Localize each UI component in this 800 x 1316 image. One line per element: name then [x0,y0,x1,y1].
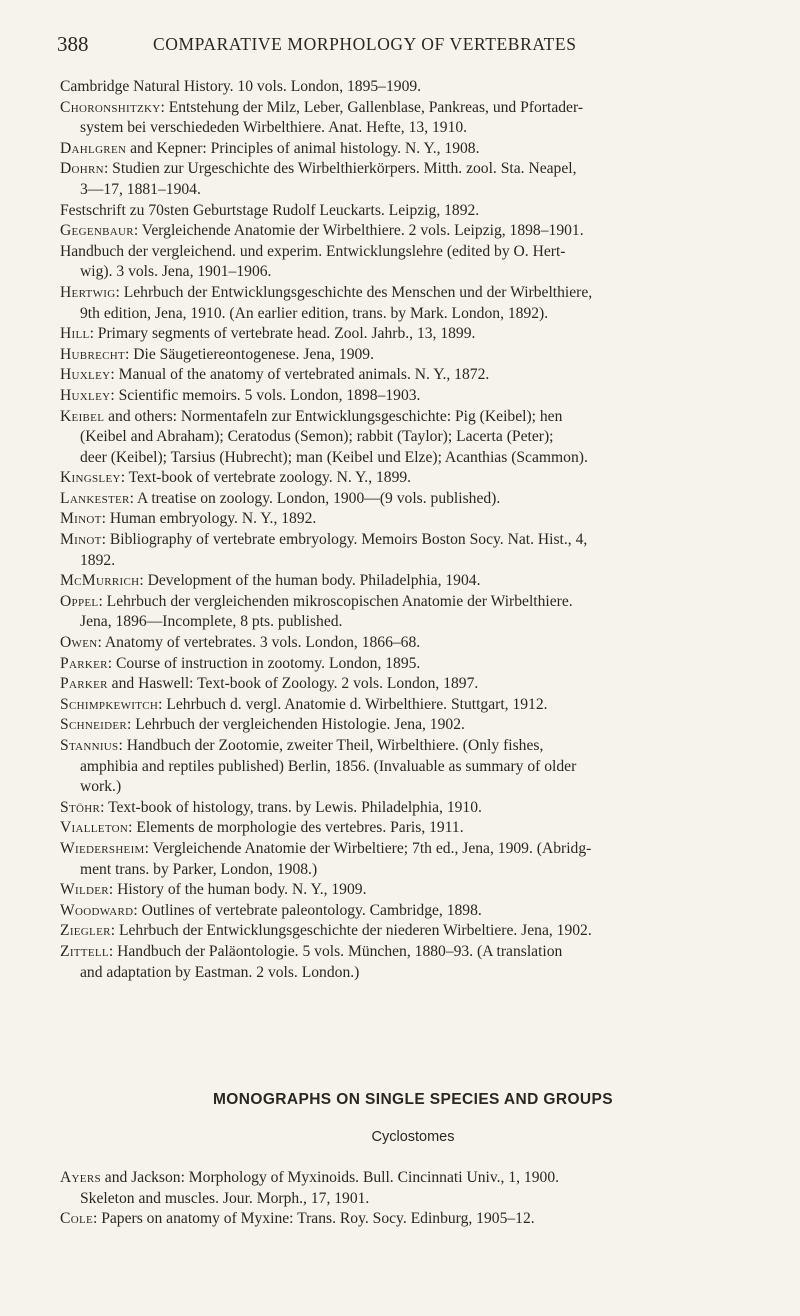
entry-text: wig). 3 vols. Jena, 1901–1906. [80,263,272,281]
entry-text: system bei verschiededen Wirbelthiere. Anat. Hefte, 13, 1910. [80,119,468,137]
entry-text: and adaptation by Eastman. 2 vols. London.) [80,963,360,981]
bibliography-entry [60,201,768,222]
entry-line [60,427,768,448]
entry-author: Minot [60,531,102,549]
entry-line [60,963,768,984]
entry-text: : Vergleichende Anatomie der Wirbelthiere. 2 vols. Leipzig, 1898–1901. [133,222,584,240]
entry-text: : History of the human body. N. Y., 1909. [108,881,367,899]
entry-text: (Keibel and Abraham); Ceratodus (Semon); rabbit (Taylor); Lacerta (Peter); [80,428,554,446]
page-number: 388 [57,32,89,56]
entry-line [60,531,587,548]
entry-line [60,860,768,881]
entry-text: : Development of the human body. Philadelphia, 1904. [139,572,481,590]
entry-line [60,304,768,325]
entry-line [60,99,583,116]
entry-author: Zittell [60,942,109,960]
entry-author: Stöhr [60,798,101,816]
entry-line [60,757,768,778]
entry-text: : Handbuch der Paläontologie. 5 vols. München, 1880–93. (A translation [108,942,563,960]
entry-text: and Haswell: Text-book of Zoology. 2 vols. London, 1897. [107,675,479,693]
entry-text: : Outlines of vertebrate paleontology. Cambridge, 1898. [133,901,482,919]
entry-text: 3—17, 1881–1904. [80,180,201,198]
bibliography-entry [60,654,768,675]
bibliography-entry [60,921,768,942]
entry-text: : Bibliography of vertebrate embryology. Memoirs Boston Socy. Nat. Hist., 4, [101,531,588,549]
entry-text: : Lehrbuch der Entwicklungsgeschichte des Menschen und der Wirbelthiere, [115,283,593,301]
section-subheading: Cyclostomes [371,1129,455,1145]
entry-text: 1892. [80,551,116,569]
entry-author: Ayers [60,1169,101,1186]
entry-text: : Text-book of histology, trans. by Lewis. Philadelphia, 1910. [100,798,482,816]
entry-line [60,490,500,507]
entry-author: Huxley [60,386,111,404]
entry-line [60,387,420,404]
entry-text: : Text-book of vertebrate zoology. N. Y., 1899. [120,469,412,487]
entry-line [60,902,482,919]
entry-line [60,675,478,692]
entry-line [60,943,562,960]
bibliography-list [60,77,768,983]
entry-text: : Vergleichende Anatomie der Wirbeltiere; 7th ed., Jena, 1909. (Abridg- [144,839,592,857]
entry-line [60,1169,559,1186]
entry-text: and Jackson: Morphology of Myxinoids. Bull. Cincinnati Univ., 1, 1900. [100,1169,560,1186]
entry-line [60,140,479,157]
bibliography-entry [60,98,768,139]
entry-author: Woodward [60,901,134,919]
entry-text: amphibia and reptiles published) Berlin, 1856. (Invaluable as summary of older [80,757,577,775]
entry-line [60,840,591,857]
entry-author: Stannius [60,737,119,754]
entry-line [60,284,592,301]
entry-author: Schneider [60,716,127,734]
bibliography-entry [60,77,768,98]
entry-line [60,202,479,219]
bibliography-entry [60,695,768,716]
bibliography-entry [60,880,768,901]
entry-text: : Handbuch der Zootomie, zweiter Theil, Wirbelthiere. (Only fishes, [118,737,544,754]
entry-author: Hertwig [60,283,116,301]
entry-author: Lankester [60,489,130,507]
bibliography-entry [60,571,768,592]
entry-author: Wiedersheim [60,839,145,857]
entry-line [60,325,475,342]
bibliography-entry [60,818,768,839]
entry-line [60,696,548,713]
entry-text: : Entstehung der Milz, Leber, Gallenblase, Pankreas, und Pfortader- [160,98,584,116]
bibliography-entry [60,221,768,242]
bibliography-entry [60,242,768,283]
bibliography-entry [60,283,768,324]
entry-line [60,777,768,798]
bibliography-entry [60,159,768,200]
bibliography-entry [60,901,768,922]
entry-text: : Papers on anatomy of Myxine: Trans. Roy. Socy. Edinburg, 1905–12. [92,1210,535,1228]
bibliography-entry [60,407,768,469]
entry-text: : Manual of the anatomy of vertebrated animals. N. Y., 1872. [110,366,490,384]
entry-line [60,922,592,939]
bibliography-entry [60,1168,768,1209]
entry-text: deer (Keibel); Tarsius (Hubrecht); man (Keibel und Elze); Acanthias (Scammon). [80,448,588,466]
entry-author: Choronshitzky [60,98,161,116]
bibliography-entry [60,798,768,819]
bibliography-entry [60,1209,768,1230]
entry-line [60,612,768,633]
bibliography-entry [60,386,768,407]
entry-line [60,346,374,363]
entry-text: work.) [80,778,122,796]
entry-line [60,118,768,139]
entry-author: Hubrecht [60,345,125,363]
entry-text: : Studien zur Urgeschichte des Wirbelthierkörpers. Mitth. zool. Sta. Neapel, [103,160,577,178]
entry-text: Jena, 1896—Incomplete, 8 pts. published. [80,613,343,631]
entry-author: Oppel [60,592,99,610]
entry-line [60,1210,535,1227]
entry-line [60,469,411,486]
entry-line [60,799,482,816]
entry-author: Minot [60,510,102,528]
entry-text: ment trans. by Parker, London, 1908.) [80,860,318,878]
bibliography-entry [60,139,768,160]
entry-author: Cole [60,1210,93,1228]
entry-author: Dahlgren [60,139,127,157]
entry-author: Wilder [60,881,109,899]
bibliography-entry [60,942,768,983]
entry-text: Skeleton and muscles. Jour. Morph., 17, 1901. [80,1189,370,1207]
entry-text: : Lehrbuch d. vergl. Anatomie d. Wirbelthiere. Stuttgart, 1912. [158,695,548,713]
bibliography-entry [60,324,768,345]
bibliography-entry [60,715,768,736]
entry-author: Kingsley [60,469,121,487]
entry-author: Vialleton [60,819,129,837]
bibliography-entry [60,736,768,798]
entry-text: Festschrift zu 70sten Geburtstage Rudolf Leuckarts. Leipzig, 1892. [60,201,480,219]
entry-line [60,819,464,836]
entry-line [60,1189,768,1210]
entry-line [60,572,480,589]
page-header [57,32,740,60]
entry-line [60,634,420,651]
entry-line [60,655,420,672]
entry-author: Parker [60,654,108,672]
running-title: COMPARATIVE MORPHOLOGY OF VERTEBRATES [153,34,577,54]
entry-text: Cambridge Natural History. 10 vols. London, 1895–1909. [60,78,422,95]
entry-line [60,243,565,260]
entry-line [60,262,768,283]
entry-line [60,510,316,527]
bibliography-entry [60,468,768,489]
entry-text: : Primary segments of vertebrate head. Zool. Jahrb., 13, 1899. [89,325,476,343]
entry-text: and Kepner: Principles of animal histology. N. Y., 1908. [126,139,480,157]
entry-line [60,881,366,898]
entry-author: Owen [60,634,98,652]
entry-author: Keibel [60,407,105,425]
bibliography-entry [60,489,768,510]
entry-line [60,408,562,425]
entry-text: : Lehrbuch der vergleichenden Histologie. Jena, 1902. [126,716,465,734]
entry-line [60,78,421,95]
entry-line [60,593,573,610]
bibliography-entry [60,345,768,366]
entry-line [60,551,768,572]
entry-author: Schimpkewitch [60,695,159,713]
bibliography-entry [60,592,768,633]
bibliography-entry [60,633,768,654]
entry-text: : Lehrbuch der vergleichenden mikroscopischen Anatomie der Wirbelthiere. [98,592,573,610]
entry-line [60,448,768,469]
entry-line [60,716,465,733]
entry-text: : Course of instruction in zootomy. London, 1895. [107,654,421,672]
entry-author: Dohrn [60,160,104,178]
bibliography-entry [60,674,768,695]
bibliography-entry [60,839,768,880]
entry-line [60,366,489,383]
monograph-list [60,1168,768,1230]
entry-author: Ziegler [60,922,111,940]
entry-text: : A treatise on zoology. London, 1900—(9 vols. published). [129,489,501,507]
entry-text: : Elements de morphologie des vertebres. Paris, 1911. [128,819,464,837]
entry-text: and others: Normentafeln zur Entwicklungsgeschichte: Pig (Keibel); hen [104,407,563,425]
bibliography-entry [60,530,768,571]
entry-text: : Die Säugetiereontogenese. Jena, 1909. [125,345,374,363]
entry-author: Parker [60,675,108,693]
entry-text: : Human embryology. N. Y., 1892. [101,510,317,528]
entry-author: McMurrich [60,572,140,590]
entry-text: : Anatomy of vertebrates. 3 vols. London, 1866–68. [97,634,421,652]
entry-line [60,160,577,177]
bibliography-entry [60,365,768,386]
section-heading: MONOGRAPHS ON SINGLE SPECIES AND GROUPS [213,1091,613,1108]
bibliography-entry [60,509,768,530]
entry-author: Huxley [60,366,111,384]
entry-author: Hill [60,325,90,343]
entry-text: 9th edition, Jena, 1910. (An earlier edition, trans. by Mark. London, 1892). [80,304,549,322]
entry-text: : Scientific memoirs. 5 vols. London, 1898–1903. [110,386,421,404]
entry-author: Gegenbaur [60,222,134,240]
entry-line [60,222,584,239]
entry-text: Handbuch der vergleichend. und experim. Entwicklungslehre (edited by O. Hert- [60,242,566,260]
entry-line [60,180,768,201]
entry-text: : Lehrbuch der Entwicklungsgeschichte der niederen Wirbeltiere. Jena, 1902. [110,922,592,940]
entry-line [60,737,543,754]
